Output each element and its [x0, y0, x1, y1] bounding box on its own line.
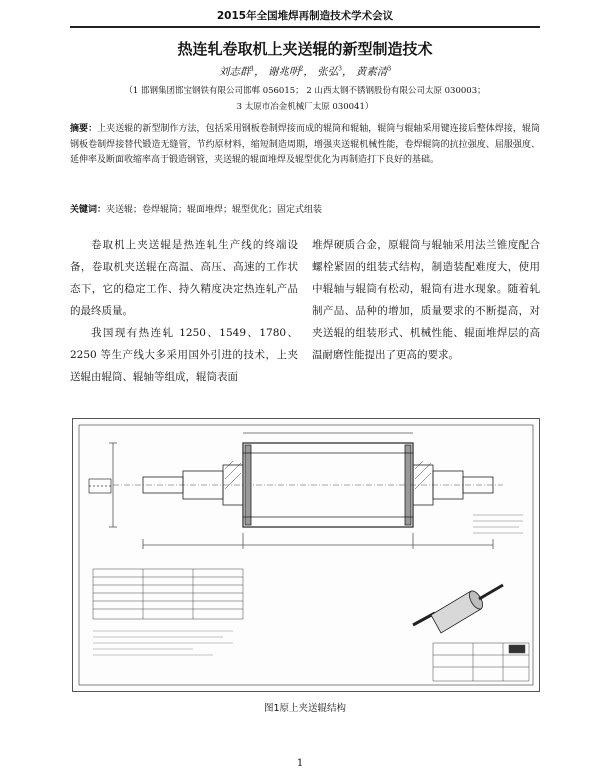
roller-drawing: [73, 419, 539, 691]
drawing-frame: [79, 425, 533, 685]
author-list: 刘志群$^1$， 谢兆明$^2$， 张弘$^3$， 黄素清$^3$: [218, 65, 392, 78]
keywords: [70, 203, 540, 218]
author-name: 刘志群: [218, 66, 251, 78]
author-affil-mark: 3: [338, 65, 342, 73]
keywords-text: 夹送辊；卷焊辊筒；辊面堆焊；辊型优化；固定式组装: [106, 205, 323, 215]
paper-title: 热连轧卷取机上夹送辊的新型制造技术: [177, 40, 433, 58]
specification-table: [93, 569, 243, 619]
abstract-text: 上夹送辊的新型制作方法，包括采用钢板卷制焊接而成的辊筒和辊轴，辊筒与辊轴采用键连接后整体焊接，辊筒钢板卷制焊接替代锻造无缝管，节约原材料，缩短制造周期，增强夹送辊机械性能，卷焊辊筒的抗拉强度、屈服强度、延伸率及断面收缩率高于锻造钢管，夹送辊的辊面堆焊及辊型优化为再制造打下良好的基础。: [70, 124, 540, 165]
abstract: [70, 122, 540, 169]
body-paragraph: 我国现有热连轧 1250、1549、1780、2250 等生产线大多采用国外引进的技术，上夹送辊由辊筒、辊轴等组成，辊筒表面: [70, 327, 298, 383]
body-column-left: [70, 234, 298, 388]
engineering-drawing-figure: [72, 418, 540, 692]
keywords-label: 关键词：: [70, 205, 107, 215]
roller-isometric-view: [413, 585, 503, 633]
detail-view-left: [89, 479, 111, 493]
author-affil-mark: 3: [387, 65, 392, 73]
conference-header: 2015年全国堆焊再制造技术学术会议: [70, 8, 540, 28]
drawing-notes-right: [473, 515, 523, 533]
title-block: [433, 643, 529, 681]
author-name: 黄素清: [355, 66, 388, 78]
body-paragraph: 卷取机上夹送辊是热连轧生产线的终端设备，卷取机夹送辊在高温、高压、高速的工作状态下，它的稳定工作、持久精度决定热连轧产品的最终质量。: [70, 239, 298, 317]
author-name: 张弘: [317, 66, 339, 78]
author-affil-mark: 1: [250, 65, 255, 73]
page-number: 1: [296, 758, 304, 769]
body-column-right: [312, 234, 540, 366]
affiliation-line-1: （1 邯钢集团邯宝钢铁有限公司邯郸 056015； 2 山西太钢不锈钢股份有限公司太原 030003；: [124, 86, 486, 96]
abstract-label: 摘要：: [70, 124, 98, 134]
author-name: 谢兆明: [268, 66, 300, 78]
technical-notes: [93, 631, 233, 655]
body-paragraph: 堆焊硬质合金，原辊筒与辊轴采用法兰锥度配合螺栓紧固的组装式结构，制造装配难度大，使用中辊轴与辊筒有松动，辊筒有进水现象。随着轧制产品、品种的增加，质量要求的不断提高，对夹送辊的组装形式、机械性能、辊面堆焊层的高温耐磨性能提出了更高的要求。: [312, 239, 540, 361]
figure-caption: 图1原上夹送辊结构: [263, 703, 347, 714]
roller-main-view: [109, 433, 503, 549]
author-affil-mark: 2: [299, 65, 304, 73]
affiliation-line-2: 3 太原市冶金机械厂太原 030041）: [236, 102, 374, 112]
